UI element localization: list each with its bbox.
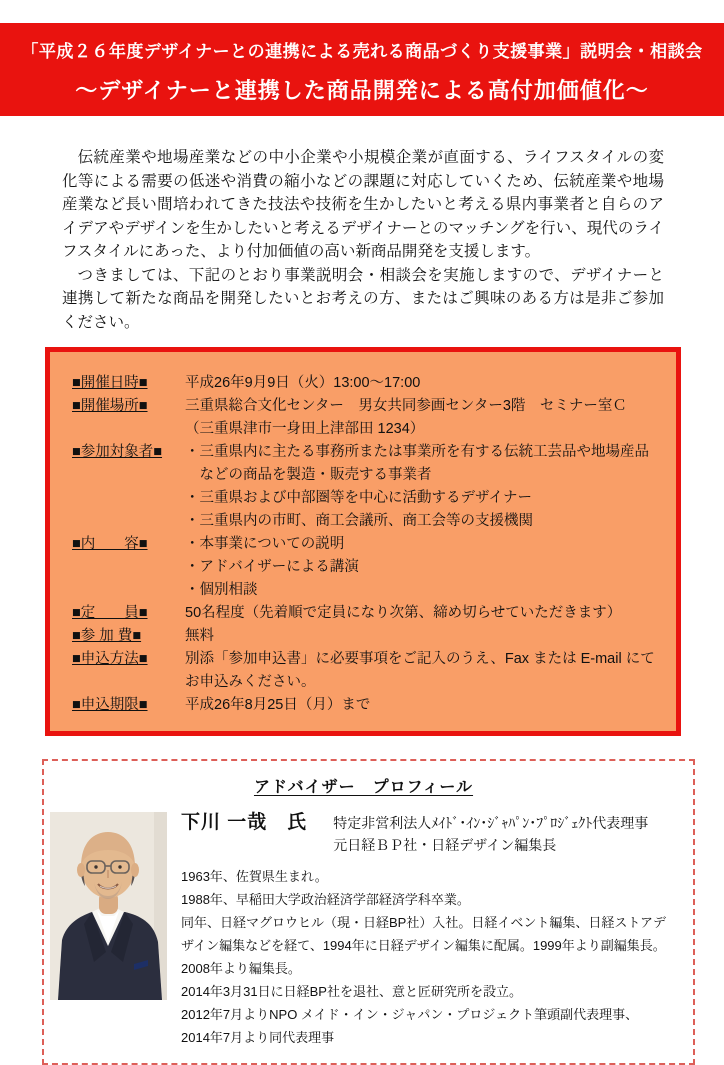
event-row-application bbox=[72, 648, 662, 694]
banner-main-title: ～デザイナーと連携した商品開発による高付加価値化～ bbox=[75, 78, 649, 103]
event-label-contents: ■内 容■ bbox=[72, 536, 148, 552]
profile-title: アドバイザー プロフィール bbox=[253, 779, 474, 796]
advisor-titles bbox=[333, 812, 648, 856]
intro-text bbox=[62, 146, 664, 334]
event-label-application: ■申込方法■ bbox=[72, 651, 148, 667]
advisor-title-line2: 元日経ＢＰ社・日経デザイン編集長 bbox=[333, 837, 557, 853]
bio-line-2: 1988年、早稲田大学政治経済学部経済学科卒業。 bbox=[181, 892, 470, 907]
event-value-contents-line1: ・本事業についての説明 bbox=[185, 536, 345, 552]
title-banner bbox=[0, 23, 724, 116]
intro-paragraph-1: 伝統産業や地場産業などの中小企業や小規模企業が直面する、ライフスタイルの変化等による需要の低迷や消費の縮小などの課題に対応していくため、伝統産業や地場産業など長い間培われてきた技法や技術を生かしたいと考える県内事業者と自らのアイデアやデザインを生かしたいと考えるデザイナーとのマッチングを行い、現代のライフスタイルにあった、より付加価値の高い新商品開発を支援します。 bbox=[62, 149, 664, 260]
event-label-fee: ■参 加 費■ bbox=[72, 628, 142, 644]
event-row-fee bbox=[72, 625, 662, 648]
bio-line-8: 2014年7月より同代表理事 bbox=[181, 1030, 335, 1045]
advisor-title-line1: 特定非営利法人ﾒｲﾄﾞ･ｲﾝ･ｼﾞｬﾊﾟﾝ･ﾌﾟﾛｼﾞｪｸﾄ代表理事 bbox=[333, 815, 649, 831]
event-value-venue-line2: （三重県津市一身田上津部田 1234） bbox=[185, 421, 425, 437]
bio-line-6: 2014年3月31日に日経BP社を退社、意と匠研究所を設立。 bbox=[181, 984, 522, 999]
advisor-name: 下川 一哉 氏 bbox=[181, 812, 308, 833]
event-label-eligibility: ■参加対象者■ bbox=[72, 444, 163, 460]
bio-line-4: ザイン編集などを経て、1994年に日経デザイン編集に配属。1999年より副編集長。 bbox=[181, 938, 666, 953]
bio-line-5: 2008年より編集長。 bbox=[181, 961, 301, 976]
event-row-venue bbox=[72, 395, 662, 441]
event-label-capacity: ■定 員■ bbox=[72, 605, 148, 621]
event-details-box bbox=[45, 347, 681, 736]
event-value-contents-line2: ・アドバイザーによる講演 bbox=[185, 559, 359, 575]
event-value-eligibility-line1: ・三重県内に主たる事務所または事業所を有する伝統工芸品や地場産品 bbox=[185, 444, 649, 460]
bio-line-1: 1963年、佐賀県生まれ。 bbox=[181, 869, 328, 884]
event-row-contents bbox=[72, 533, 662, 602]
event-value-contents-line3: ・個別相談 bbox=[185, 582, 258, 598]
bio-line-3: 同年、日経マグロウヒル（現・日経BP社）入社。日経イベント編集、日経ストアデ bbox=[181, 915, 666, 930]
event-value-eligibility-line2: などの商品を製造・販売する事業者 bbox=[185, 467, 432, 483]
event-value-eligibility-line4: ・三重県内の市町、商工会議所、商工会等の支援機関 bbox=[185, 513, 533, 529]
event-value-venue-line1: 三重県総合文化センター 男女共同参画センター3階 セミナー室Ｃ bbox=[185, 398, 627, 414]
event-value-datetime: 平成26年9月9日（火）13:00～17:00 bbox=[185, 375, 421, 391]
event-value-deadline: 平成26年8月25日（月）まで bbox=[185, 697, 371, 713]
event-row-eligibility bbox=[72, 441, 662, 533]
event-value-capacity: 50名程度（先着順で定員になり次第、締め切らせていただきます） bbox=[185, 605, 622, 621]
event-value-application-line1: 別添「参加申込書」に必要事項をご記入のうえ、Fax または E-mail にて bbox=[185, 651, 655, 667]
advisor-profile-box bbox=[42, 759, 695, 1065]
flyer-page bbox=[0, 23, 724, 1047]
advisor-photo bbox=[50, 812, 167, 1000]
event-value-fee: 無料 bbox=[185, 628, 214, 644]
event-value-eligibility-line3: ・三重県および中部圏等を中心に活動するデザイナー bbox=[185, 490, 532, 506]
event-row-deadline bbox=[72, 694, 662, 717]
event-label-datetime: ■開催日時■ bbox=[72, 375, 148, 391]
banner-subtitle: 「平成２６年度デザイナーとの連携による売れる商品づくり支援事業」説明会・相談会 bbox=[21, 42, 703, 61]
advisor-bio bbox=[181, 865, 677, 1049]
intro-paragraph-2: つきましては、下記のとおり事業説明会・相談会を実施しますので、デザイナーと連携して新たな商品を開発したいとお考えの方、またはご興味のある方は是非ご参加ください。 bbox=[62, 266, 664, 331]
advisor-portrait-icon bbox=[50, 812, 167, 1000]
event-label-venue: ■開催場所■ bbox=[72, 398, 148, 414]
event-label-deadline: ■申込期限■ bbox=[72, 697, 148, 713]
event-row-datetime bbox=[72, 372, 662, 395]
bio-line-7: 2012年7月よりNPO メイド・イン・ジャパン・プロジェクト筆頭副代表理事、 bbox=[181, 1007, 639, 1022]
event-row-capacity bbox=[72, 602, 662, 625]
event-value-application-line2: お申込みください。 bbox=[185, 674, 316, 690]
